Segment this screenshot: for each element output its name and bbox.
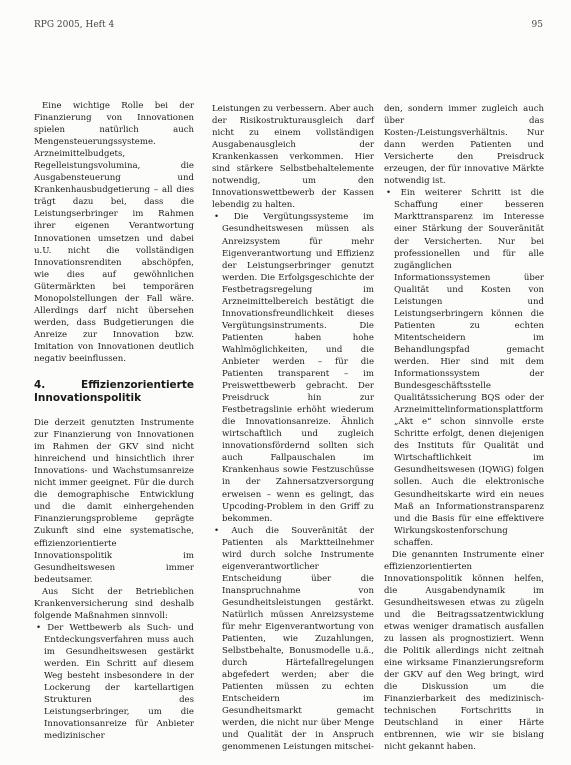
paragraph: Leistungen zu verbessern. Aber auch der Risikostrukturausgleich darf nicht zu einem vollständigen Ausgabenausgleich der Krankenkassen verkommen. Hier sind stärkere Selbstbehaltelemente notwendig, um den Innovationswettbewerb der Kassen lebendig zu halten. <box>212 104 374 211</box>
paragraph: Eine wichtige Rolle bei der Finanzierung von Innovationen spielen natürlich auch Mengensteuerungssysteme. Arzneimittelbudgets, Regelleistungsvolumina, die Ausgabensteuerung und Krankenhausbudgetierung – all dies trägt dazu bei, dass die Leistungserbringer im Rahmen ihrer eigenen Verantwortung Innovationen umsetzen und dabei u.U. nicht die vollständigen Innovationsrenditen abschöpfen, wie dies auf gewöhnlichen Gütermärkten bei temporären Monopolstellungen der Fall wäre. Allerdings darf nicht übersehen werden, dass Budgetierungen die Anreize zur Innovation bzw. Imitation von Innovationen deutlich negativ beeinflussen. <box>34 101 194 364</box>
column-3 <box>384 103 544 754</box>
paragraph: Die derzeit genutzten Instrumente zur Finanzierung von Innovationen im Rahmen der GKV sind nicht hinreichend und hinsichtlich ihrer Innovations- und Wachstumsanreize nicht immer geeignet. Für die durch die demographische Entwicklung und die damit einhergehenden Finanzierungsprobleme geprägte Zukunft sind eine systematische, effizienzorientierte Innovationspolitik im Gesundheitswesen immer bedeutsamer. <box>34 418 194 585</box>
column-2 <box>212 103 374 754</box>
page-number: 95 <box>531 20 543 30</box>
journal-reference: RPG 2005, Heft 4 <box>34 20 115 30</box>
column-1 <box>34 100 194 742</box>
paragraph: den, sondern immer zugleich auch über das Kosten-/Leistungsverhältnis. Nur dann werden Patienten und Versicherte den Preisdruck erzeugen, der für innovative Märkte notwendig ist. <box>384 104 544 187</box>
section-heading: 4. Effizienzorientierte Innovationspolitik <box>34 379 194 405</box>
paragraph: Die genannten Instrumente einer effizienzorientierten Innovationspolitik können helfen, die Ausgabendynamik im Gesundheitswesen etwas zu zügeln und die Beitragssatzentwicklung etwas weniger dramatisch ausfallen zu lassen als prognostiziert. Wenn die Politik allerdings nicht zeitnah eine wirksame Finanzierungsreform der GKV auf den Weg bringt, wird die Diskussion um die Finanzierbarkeit des medizinisch-technischen Fortschritts in Deutschland in einer Härte entbrennen, wie wir sie bislang nicht gekannt haben. <box>384 549 544 753</box>
bullet-item: • Auch die Souveränität der Patienten als Marktteilnehmer wird durch solche Instrumente eigenverantwortlicher Entscheidung über die Inanspruchnahme von Gesundheitsleistungen gestärkt. Natürlich müssen Anreizsysteme für mehr Eigenverantwortung von Patienten, wie Zuzahlungen, Selbstbehalte, Bonusmodelle u.ä., durch Härtefallregelungen abgefedert werden; aber die Patienten müssen zu echten Entscheidern im Gesundheitsmarkt gemacht werden, die nicht nur über Menge und Qualität der in Anspruch genommenen Leistungen mitschei- <box>214 525 374 753</box>
bullet-item: • Der Wettbewerb als Such- und Entdeckungsverfahren muss auch im Gesundheitswesen gestärkt werden. Ein Schritt auf diesem Weg besteht insbesondere in der Lockerung der kartellartigen Strukturen des Leistungserbringer, um die Innovationsanreize für Anbieter medizinischer <box>36 622 194 742</box>
page-header <box>34 20 543 30</box>
bullet-item: • Ein weiterer Schritt ist die Schaffung einer besseren Markttransparenz im Interesse einer Stärkung der Souveränität der Versicherten. Nur bei professionellen und für alle zugänglichen Informationssystemen über Qualität und Kosten von Leistungen und Leistungserbringern können die Patienten zu echten Mitentscheidern im Behandlungspfad gemacht werden. Hier sind mit dem Informationssystem der Bundesgeschäftsstelle Qualitätssicherung BQS oder der Arzneimittelinformationsplattform „Akt e“ schon sinnvolle erste Schritte erfolgt, denen diejenigen des Instituts für Qualität und Wirtschaftlichkeit im Gesundheitswesen (IQWiG) folgen sollen. Auch die elektronische Gesundheitskarte wird ein neues Maß an Informationstransparenz und die Basis für eine effektivere Wirkungskostenforschung schaffen. <box>386 188 544 548</box>
paragraph: Aus Sicht der Betrieblichen Krankenversicherung sind deshalb folgende Maßnahmen sinnvoll: <box>34 586 194 621</box>
bullet-item: • Die Vergütungssysteme im Gesundheitswesen müssen als Anreizsystem für mehr Eigenverantwortung und Effizienz der Leistungserbringer genutzt werden. Die Erfolgsgeschichte der Festbetragsregelung im Arzneimittelbereich bestätigt die Innovationsfreundlichkeit dieses Vergütungsinstruments. Die Patienten haben hohe Wahlmöglichkeiten, und die Anbieter werden – für die Patienten transparent – im Preiswettbewerb gebracht. Der Preisdruck hin zur Festbetragslinie erhöht wiederum die Innovationsanreize. Ähnlich wirtschaftlich und zugleich innovationsfördernd sollten sich auch Fallpauschalen im Krankenhaus sowie Festzuschüsse in der Zahnersatzversorgung erweisen – wenn es gelingt, das Upcoding-Problem in den Griff zu bekommen. <box>214 212 374 524</box>
